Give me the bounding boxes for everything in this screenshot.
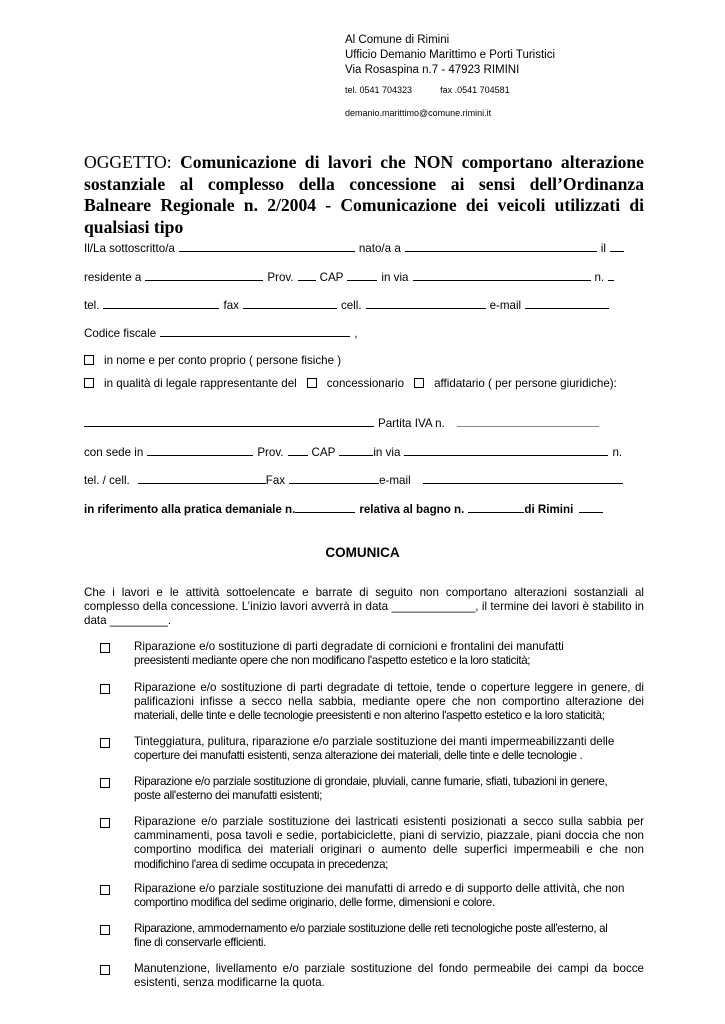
item-5-line-a: Riparazione e/o parziale sostituzione dei lastricati esistenti posizionati a secco sulla sabbia per camminamenti, posa tavoli e sedie, portabiciclette, piani di servizio, piazzale, piani doccia che non comportino modifica dei materiali originari o aumento delle superfici impermeabili e che non: [134, 815, 644, 857]
label-n: n.: [594, 271, 605, 284]
form-row-cf: [84, 326, 357, 340]
checkbox-item-2[interactable]: [100, 684, 110, 694]
field-tel[interactable]: [103, 298, 219, 309]
subject-text: Comunicazione di lavori che NON comportano alterazione sostanziale al complesso della concessione ai sensi dell’Ordinanza Balneare Regionale n. 2/2004 - Comunicazione dei veicoli utilizzati di qualsiasi tipo: [84, 152, 644, 237]
field-fax[interactable]: [243, 298, 337, 309]
field-name[interactable]: [179, 241, 355, 252]
field-n[interactable]: [608, 270, 614, 281]
field-sede-via[interactable]: [404, 445, 608, 456]
list-item: [100, 681, 645, 724]
label-rimini: di Rimini: [524, 503, 574, 516]
label-email: e-mail: [489, 299, 522, 312]
field-residence[interactable]: [145, 270, 263, 281]
comma-text: ,: [354, 327, 358, 340]
intro-paragraph: Che i lavori e le attività sottoelencate e barrate di seguito non comportano alterazioni sostanziali al complesso della concessione. L’inizio lavori avverrà in data _____________, il termine dei lavori è stabilito in data _________.: [84, 586, 644, 627]
form-row-name: [84, 241, 628, 255]
option-legale-rappresentante: [84, 377, 617, 390]
field-birthdate[interactable]: [610, 241, 624, 252]
label-concessionario: concessionario: [326, 377, 405, 390]
label-codice-fiscale: Codice fiscale: [84, 327, 157, 340]
field-sede-prov[interactable]: [288, 445, 308, 456]
item-6-line-a: Riparazione e/o parziale sostituzione dei manufatti di arredo e di supporto delle attività, che non: [134, 882, 625, 895]
label-residente: residente a: [84, 271, 142, 284]
label-il: il: [600, 242, 606, 255]
field-email[interactable]: [525, 298, 609, 309]
label-affidatario: affidatario ( per persone giuridiche):: [434, 377, 617, 390]
field-cap[interactable]: [347, 270, 377, 281]
list-item: [100, 882, 645, 910]
checkbox-affidatario[interactable]: [414, 378, 424, 388]
checkbox-legale-rappresentante[interactable]: [84, 378, 94, 388]
field-fax-company[interactable]: [289, 473, 379, 484]
label-sede: con sede in: [84, 446, 144, 459]
item-4-line-b: poste all'esterno dei manufatti esistenti;: [134, 789, 322, 803]
option-persona-fisica: [84, 354, 341, 367]
list-item: [100, 775, 645, 803]
form-row-sede: [84, 445, 622, 459]
address-tel: tel. 0541 704323: [345, 85, 413, 95]
checkbox-concessionario[interactable]: [307, 378, 317, 388]
checkbox-persona-fisica[interactable]: [84, 355, 94, 365]
field-sede[interactable]: [147, 445, 253, 456]
item-7-line-b: fine di conservarle efficienti.: [134, 936, 267, 950]
label-email-company: e-mail: [379, 474, 411, 487]
label-fax-company: Fax: [265, 474, 286, 487]
label-bagno: relativa al bagno n.: [359, 503, 465, 516]
subject-lead: OGGETTO:: [84, 152, 181, 172]
form-row-residence: [84, 270, 618, 284]
checkbox-item-5[interactable]: [100, 818, 110, 828]
field-tel-cell[interactable]: [138, 473, 266, 484]
form-row-riferimento: [84, 502, 607, 516]
label-tel-cell: tel. / cell.: [84, 474, 130, 487]
label-partita-iva: Partita IVA n.: [378, 417, 445, 430]
address-line-1: Al Comune di Rimini: [345, 34, 450, 46]
address-email: demanio.marittimo@comune.rimini.it: [345, 108, 492, 118]
comunica-heading: COMUNICA: [325, 545, 400, 560]
label-cap: CAP: [319, 271, 344, 284]
address-fax: fax .0541 704581: [440, 85, 510, 95]
label-prov: Prov.: [267, 271, 294, 284]
field-via[interactable]: [413, 270, 591, 281]
field-partita-iva[interactable]: [457, 416, 599, 427]
field-prov[interactable]: [298, 270, 316, 281]
item-2-line-a: Riparazione e/o sostituzione di parti degradate di tettoie, tende o coperture leggere in genere, di palificazioni infisse a secco nella sabbia, mediante opere che non comportino alterazione dei: [134, 681, 644, 709]
item-1-line-b: preesistenti mediante opere che non modificano l'aspetto estetico e la loro staticità;: [134, 654, 531, 668]
list-item: [100, 922, 645, 950]
item-7-line-a: Riparazione, ammodernamento e/o parziale sostituzione delle reti tecnologiche poste all'esterno, al: [134, 922, 608, 935]
label-tel: tel.: [84, 299, 100, 312]
recipient-address: [345, 33, 555, 119]
label-sottoscritto: Il/La sottoscritto/a: [84, 242, 175, 255]
label-via: in via: [381, 271, 409, 284]
form-row-company: [84, 416, 603, 430]
list-item: [100, 962, 645, 990]
label-sede-prov: Prov.: [257, 446, 284, 459]
list-item: [100, 815, 645, 872]
label-nato: nato/a a: [358, 242, 401, 255]
checkbox-item-8[interactable]: [100, 965, 110, 975]
address-line-3: Via Rosaspina n.7 - 47923 RIMINI: [345, 64, 520, 76]
field-codice-fiscale[interactable]: [160, 326, 350, 337]
checkbox-item-1[interactable]: [100, 643, 110, 653]
label-sede-via: in via: [373, 446, 401, 459]
item-3-line-b: coperture dei manufatti esistenti, senza alterazione dei materiali, delle tinte e delle tecnologie .: [134, 749, 583, 763]
label-fax: fax: [223, 299, 239, 312]
label-sede-cap: CAP: [311, 446, 336, 459]
item-1-line-a: Riparazione e/o sostituzione di parti degradate di cornicioni e frontalini dei manufatti: [134, 640, 564, 653]
item-8-line-a: Manutenzione, livellamento e/o parziale sostituzione del fondo permeabile dei campi da bocce esistenti, senza modificarne la quota.: [134, 962, 644, 990]
form-row-contacts: [84, 298, 613, 312]
item-6-line-b: comportino modifica del sedime originario, delle forme, dimensioni e colore.: [134, 896, 495, 910]
field-sede-cap[interactable]: [339, 445, 373, 456]
item-5-line-b: modifichino l'area di sedime occupata in precedenza;: [134, 857, 389, 871]
label-sede-n: n.: [612, 446, 623, 459]
label-legale-rappresentante: in qualità di legale rappresentante del: [104, 377, 297, 390]
list-item: [100, 735, 645, 763]
item-4-line-a: Riparazione e/o parziale sostituzione di grondaie, pluviali, canne fumarie, sfiati, tubazioni in genere,: [134, 775, 608, 788]
label-pratica: in riferimento alla pratica demaniale n.: [84, 503, 296, 516]
subject-heading: [84, 152, 644, 238]
field-email-company[interactable]: [423, 473, 623, 484]
field-after-rimini[interactable]: [579, 502, 603, 513]
item-3-line-a: Tinteggiatura, pulitura, riparazione e/o parziale sostituzione dei manti impermeabilizzanti delle: [134, 735, 615, 748]
list-item: [100, 640, 645, 668]
checkbox-item-4[interactable]: [100, 778, 110, 788]
label-persona-fisica: in nome e per conto proprio ( persone fisiche ): [104, 354, 342, 367]
label-cell: cell.: [340, 299, 362, 312]
field-cell[interactable]: [366, 298, 486, 309]
checkbox-item-7[interactable]: [100, 925, 110, 935]
field-company-name[interactable]: [84, 416, 374, 427]
item-2-line-b: materiali, delle tinte e delle tecnologie preesistenti e non alterino l'aspetto estetico e la loro staticità;: [134, 709, 605, 723]
field-birthplace[interactable]: [405, 241, 597, 252]
field-pratica[interactable]: [295, 502, 355, 513]
form-row-company-contacts: [84, 473, 627, 487]
checkbox-item-3[interactable]: [100, 738, 110, 748]
checkbox-item-6[interactable]: [100, 885, 110, 895]
address-line-2: Ufficio Demanio Marittimo e Porti Turistici: [345, 49, 556, 61]
field-bagno[interactable]: [468, 502, 524, 513]
